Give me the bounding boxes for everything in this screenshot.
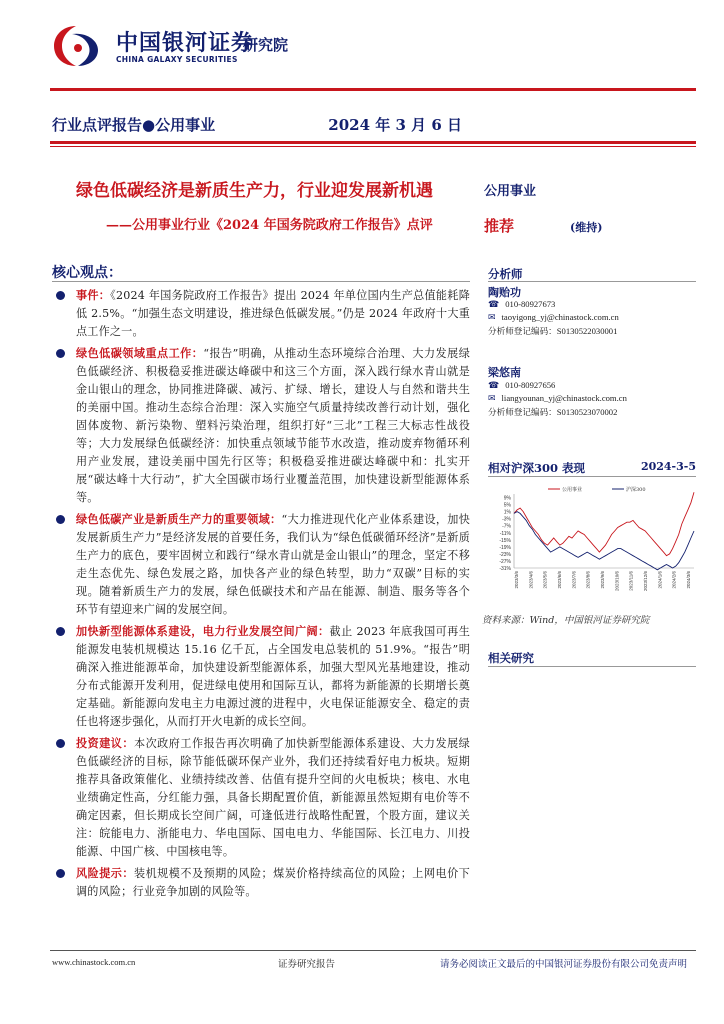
footer-divider — [50, 950, 696, 951]
x-tick-label: 2023/6/6 — [557, 571, 562, 589]
phone-icon: ☎ — [488, 299, 500, 309]
footer-website-link[interactable]: www.chinastock.com.cn — [52, 957, 136, 967]
core-views-list — [52, 287, 470, 905]
list-item — [52, 345, 470, 507]
bullet-text: “大力推进现代化产业体系建设，加快发展新质生产力”是经济发展的首要任务，我们认为“绿色低碳循环经济”是新质生产力的底色，要牢固树立和践行“绿水青山就是金山银山”的理念，坚定不移走生态优先、绿色发展之路，加快各产业的绿色转型，助力“双碳”目标的实现。随着新质生产力的发展，绿色低碳技术和产品在能源、制造、服务等各个环节有望迎来广阔的发展空间。 — [76, 513, 470, 616]
bullet-icon — [56, 515, 65, 524]
bullet-text: 截止 2023 年底我国可再生能源发电装机规模达 15.16 亿千瓦，占全国发电总装机的 51.9%。“报告”明确深入推进能源革命，加快建设新型能源体系，加强大型风光基地建设，推动分布式能源开发利用，促进绿电使用和国际互认，都将为新能源的长期增长奠定基础。新能源向发电主力电源过渡的进程中，火电保证能源安全、稳定的责任也将逐步强化，从而打开火电新的成长空间。 — [76, 625, 470, 728]
y-tick-label: -23% — [499, 551, 511, 558]
chart-heading: 相对沪深300 表现 — [488, 461, 586, 475]
bullet-keyword: 事件： — [76, 289, 111, 302]
sector-label: 公用事业 — [484, 184, 537, 199]
report-subtitle: ——公用事业行业《2024 年国务院政府工作报告》点评 — [106, 218, 433, 233]
y-tick-label: 1% — [503, 509, 511, 516]
email-icon: ✉ — [488, 312, 496, 322]
x-tick-label: 2023/5/6 — [542, 571, 548, 589]
related-research-divider — [488, 666, 696, 667]
analyst-email[interactable]: ✉ taoyigong_yj@chinastock.com.cn — [488, 312, 619, 322]
report-type: 行业点评报告●公用事业 — [52, 116, 216, 134]
related-research-heading: 相关研究 — [488, 651, 534, 665]
x-tick-label: 2023/3/6 — [514, 571, 519, 589]
analyst-cert: 分析师登记编码：S0130523070002 — [488, 407, 618, 417]
x-tick-label: 2023/12/6 — [643, 571, 648, 592]
galaxy-logo-icon — [52, 24, 100, 68]
footer-disclaimer: 请务必阅读正文最后的中国银河证券股份有限公司免责声明 — [440, 959, 688, 970]
list-item — [52, 735, 470, 861]
analysts-divider — [488, 281, 696, 282]
analysts-heading: 分析师 — [488, 267, 523, 281]
company-logo — [52, 22, 322, 72]
bullet-keyword: 绿色低碳领域重点工作： — [76, 347, 204, 360]
analyst-name: 陶贻功 — [488, 286, 521, 299]
logo-chinese-name: 中国银河证券 — [116, 31, 255, 56]
core-views-heading: 核心观点： — [52, 265, 122, 281]
x-tick-label: 2024/3/6 — [686, 571, 691, 589]
series-line-csi300 — [514, 512, 694, 570]
report-date: 2024 年 3 月 6 日 — [328, 116, 462, 134]
bullet-text: 本次政府工作报告再次明确了加快新型能源体系建设、大力发展绿色低碳经济的目标，除节能低碳环保产业外，我们还持续看好电力板块。短期推荐具备政策催化、业绩持续改善、估值有提升空间的火电板块；核电、水电业绩确定性高，分红能力强，具备长期配置价值，新能源虽然短期有电价等不确定因素，但长期成长空间广阔，可逢低进行战略性配置，个股方面，建议关注：皖能电力、浙能电力、华电国际、国电电力、华能国际、长江电力、川投能源、中国广核、中国核电等。 — [76, 737, 470, 858]
bullet-keyword: 投资建议： — [76, 737, 134, 750]
header-divider-bottom — [50, 141, 696, 144]
bullet-icon — [56, 349, 65, 358]
bullet-text: 装机规模不及预期的风险；煤炭价格持续高位的风险；上网电价下调的风险；行业竞争加剧的风险等。 — [76, 867, 470, 898]
bullet-icon — [56, 291, 65, 300]
y-tick-label: -31% — [499, 566, 511, 572]
analyst-phone: ☎ 010-80927673 — [488, 299, 556, 309]
legend-label: 沪深300 — [626, 487, 646, 493]
series-line-utilities — [514, 492, 694, 556]
x-tick-label: 2023/4/6 — [528, 571, 534, 589]
y-tick-label: -7% — [502, 523, 511, 530]
institute-name: 研究院 — [243, 36, 289, 54]
footer-doc-type: 证券研究报告 — [278, 959, 336, 970]
bullet-icon — [56, 869, 65, 878]
y-tick-label: -15% — [499, 537, 511, 544]
chart-date: 2024-3-5 — [640, 460, 696, 473]
x-tick-label: 2023/10/6 — [614, 571, 620, 592]
chart-source: 资料来源：Wind，中国银河证券研究院 — [482, 615, 650, 626]
list-item — [52, 287, 470, 341]
header-divider-top — [50, 88, 696, 91]
y-tick-label: 5% — [503, 502, 511, 509]
y-tick-label: -11% — [499, 530, 511, 537]
list-item — [52, 865, 470, 901]
bullet-icon — [56, 739, 65, 748]
x-tick-label: 2023/7/6 — [571, 571, 577, 589]
bullet-keyword: 绿色低碳产业是新质生产力的重要领域： — [76, 513, 282, 526]
x-tick-label: 2023/11/6 — [628, 571, 634, 591]
analyst-email[interactable]: ✉ liangyounan_yj@chinastock.com.cn — [488, 393, 627, 403]
chart-divider — [488, 476, 696, 477]
rating-note: (维持) — [570, 221, 603, 234]
relative-performance-chart — [488, 484, 698, 604]
analyst-name: 梁悠南 — [488, 366, 521, 379]
x-tick-label: 2024/1/6 — [657, 571, 663, 589]
bullet-text: 《2024 年国务院政府工作报告》提出 2024 年单位国内生产总值能耗降低 2.5%。“加强生态文明建设，推进绿色低碳发展。”仍是 2024 年政府十大重点工作之一。 — [76, 289, 470, 338]
header-divider-thin — [50, 146, 696, 147]
y-tick-label: -27% — [499, 558, 511, 565]
x-tick-label: 2023/9/6 — [600, 571, 605, 589]
list-item — [52, 511, 470, 619]
x-tick-label: 2024/2/6 — [671, 571, 677, 589]
y-tick-label: -19% — [499, 544, 511, 551]
y-tick-label: -3% — [502, 516, 511, 523]
bullet-keyword: 风险提示： — [76, 867, 134, 880]
report-title: 绿色低碳经济是新质生产力，行业迎发展新机遇 — [76, 181, 433, 201]
bullet-keyword: 加快新型能源体系建设，电力行业发展空间广阔： — [76, 625, 330, 638]
core-views-divider — [52, 281, 470, 282]
analyst-cert: 分析师登记编码：S0130522030001 — [488, 326, 618, 336]
phone-icon: ☎ — [488, 380, 500, 390]
bullet-icon — [56, 627, 65, 636]
logo-english-name: CHINA GALAXY SECURITIES — [116, 55, 238, 64]
bullet-text: “报告”明确，从推动生态环境综合治理、大力发展绿色低碳经济、积极稳妥推进碳达峰碳中和这三个方面，深入践行绿水青山就是金山银山的理念，协同推进降碳、减污、扩绿、增长，建设人与自然和谐共生的美丽中国。推动生态综合治理：深入实施空气质量持续改善行动计划，强化固体废物、新污染物、塑料污染治理，组织打好“三北”工程三大标志性战役等；大力发展绿色低碳经济：加快重点领域节能节水改造，推动废弃物循环利用产业发展，建设美丽中国先行区等；积极稳妥推进碳达峰碳中和：扎实开展“碳达峰十大行动”，扩大全国碳市场行业覆盖范围，加快建设新型能源体系等。 — [76, 347, 470, 504]
y-tick-label: 9% — [503, 495, 511, 502]
rating-label: 推荐 — [484, 217, 515, 235]
analyst-phone: ☎ 010-80927656 — [488, 380, 556, 390]
list-item — [52, 623, 470, 731]
x-tick-label: 2023/8/6 — [585, 571, 591, 589]
email-icon: ✉ — [488, 393, 496, 403]
legend-label: 公用事业 — [562, 487, 583, 493]
